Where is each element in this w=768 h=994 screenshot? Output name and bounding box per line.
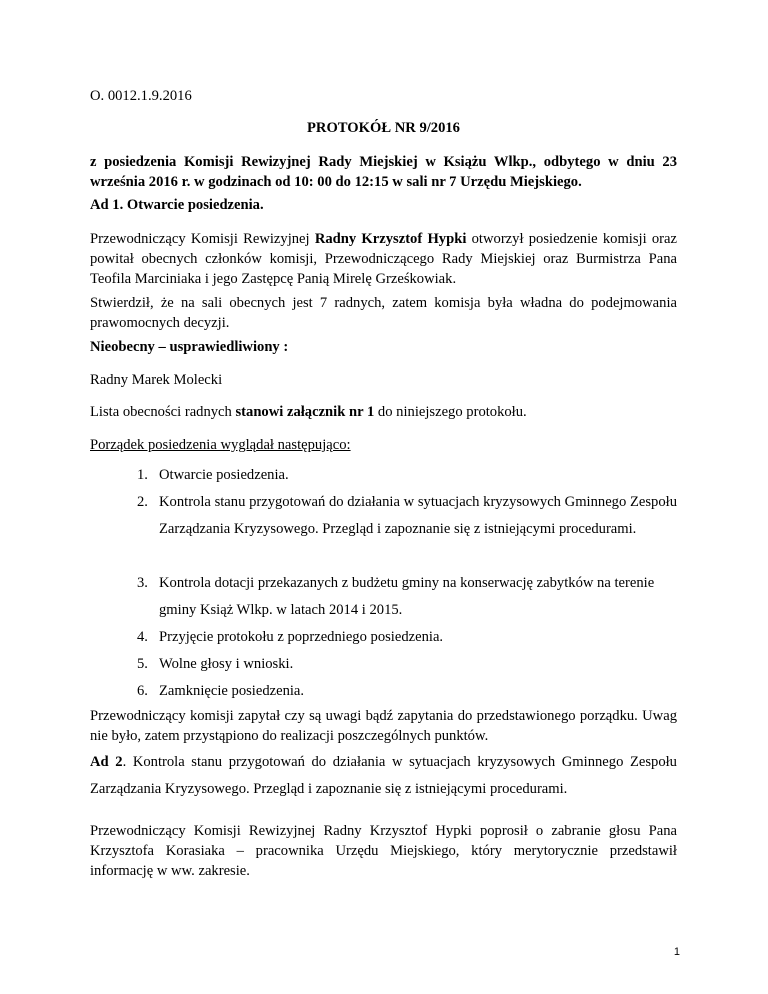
ad2-paragraph (90, 749, 677, 803)
agenda-item-number: 2. (137, 494, 148, 510)
agenda-item-text: Kontrola stanu przygotowań do działania w sytuacjach kryzysowych Gminnego Zespołu Zarządzania Kryzysowego. Przegląd i zapoznanie się z istniejącymi procedurami. (159, 494, 677, 537)
ad1-heading: Ad 1. Otwarcie posiedzenia. (90, 197, 264, 213)
ad2-text: . Kontrola stanu przygotowań do działania w sytuacjach kryzysowych Gminnego Zespołu Zarządzania Kryzysowego. Przegląd i zapoznanie się z istniejącymi procedurami. (90, 754, 677, 797)
absent-heading: Nieobecny – usprawiedliwiony : (90, 339, 289, 355)
agenda-item-text: Zamknięcie posiedzenia. (159, 683, 305, 699)
quorum-paragraph: Stwierdził, że na sali obecnych jest 7 radnych, zatem komisja była władna do podejmowania prawomocnych decyzji. (90, 295, 677, 331)
agenda-item-number: 3. (137, 575, 148, 591)
document-title: PROTOKÓŁ NR 9/2016 (307, 120, 460, 136)
agenda-item-text: Otwarcie posiedzenia. (159, 467, 289, 483)
agenda-item-number: 1. (137, 467, 148, 483)
attendance-text-post: do niniejszego protokołu. (374, 404, 527, 420)
agenda-item-number: 4. (137, 629, 148, 645)
agenda-item-text: Wolne głosy i wnioski. (159, 656, 294, 672)
document-subtitle: z posiedzenia Komisji Rewizyjnej Rady Miejskiej w Książu Wlkp., odbytego w dniu 23 września 2016 r. w godzinach od 10: 00 do 12:15 w sali nr 7 Urzędu Miejskiego. (90, 154, 677, 190)
attendance-text-pre: Lista obecności radnych (90, 404, 236, 420)
attendance-paragraph (90, 402, 677, 422)
attachment-reference: stanowi załącznik nr 1 (235, 404, 375, 420)
absent-name: Radny Marek Molecki (90, 372, 223, 388)
ad2-label: Ad 2 (90, 754, 123, 770)
agenda-item-number: 5. (137, 656, 148, 672)
speaker-paragraph: Przewodniczący Komisji Rewizyjnej Radny Krzysztof Hypki poprosił o zabranie głosu Pana Krzysztofa Korasiaka – pracownika Urzędu Miejskiego, który merytorycznie przedstawił informację w ww. zakresie. (90, 823, 677, 879)
chairman-name: Radny Krzysztof Hypki (314, 231, 467, 247)
document-reference: O. 0012.1.9.2016 (90, 88, 192, 104)
agenda-item-text: Kontrola dotacji przekazanych z budżetu gminy na konserwację zabytków na terenie gminy Książ Wlkp. w latach 2014 i 2015. (159, 575, 655, 618)
page-number: 1 (673, 946, 680, 958)
agenda-item-text: Przyjęcie protokołu z poprzedniego posiedzenia. (159, 629, 444, 645)
opening-paragraph (90, 229, 677, 289)
opening-text-pre: Przewodniczący Komisji Rewizyjnej (90, 231, 315, 247)
agenda-questions-paragraph: Przewodniczący komisji zapytał czy są uwagi bądź zapytania do przedstawionego porządku. Uwag nie było, zatem przystąpiono do realizacji poszczególnych punktów. (90, 708, 677, 744)
agenda-item-number: 6. (137, 683, 148, 699)
opening-text-post: otworzył posiedzenie komisji oraz powitał obecnych członków komisji, Przewodniczącego Rady Miejskiej oraz Burmistrza Pana Teofila Marciniaka i jego Zastępcę Panią Mirelę Grześkowiak. (90, 231, 678, 287)
agenda-heading: Porządek posiedzenia wyglądał następująco: (90, 437, 351, 453)
